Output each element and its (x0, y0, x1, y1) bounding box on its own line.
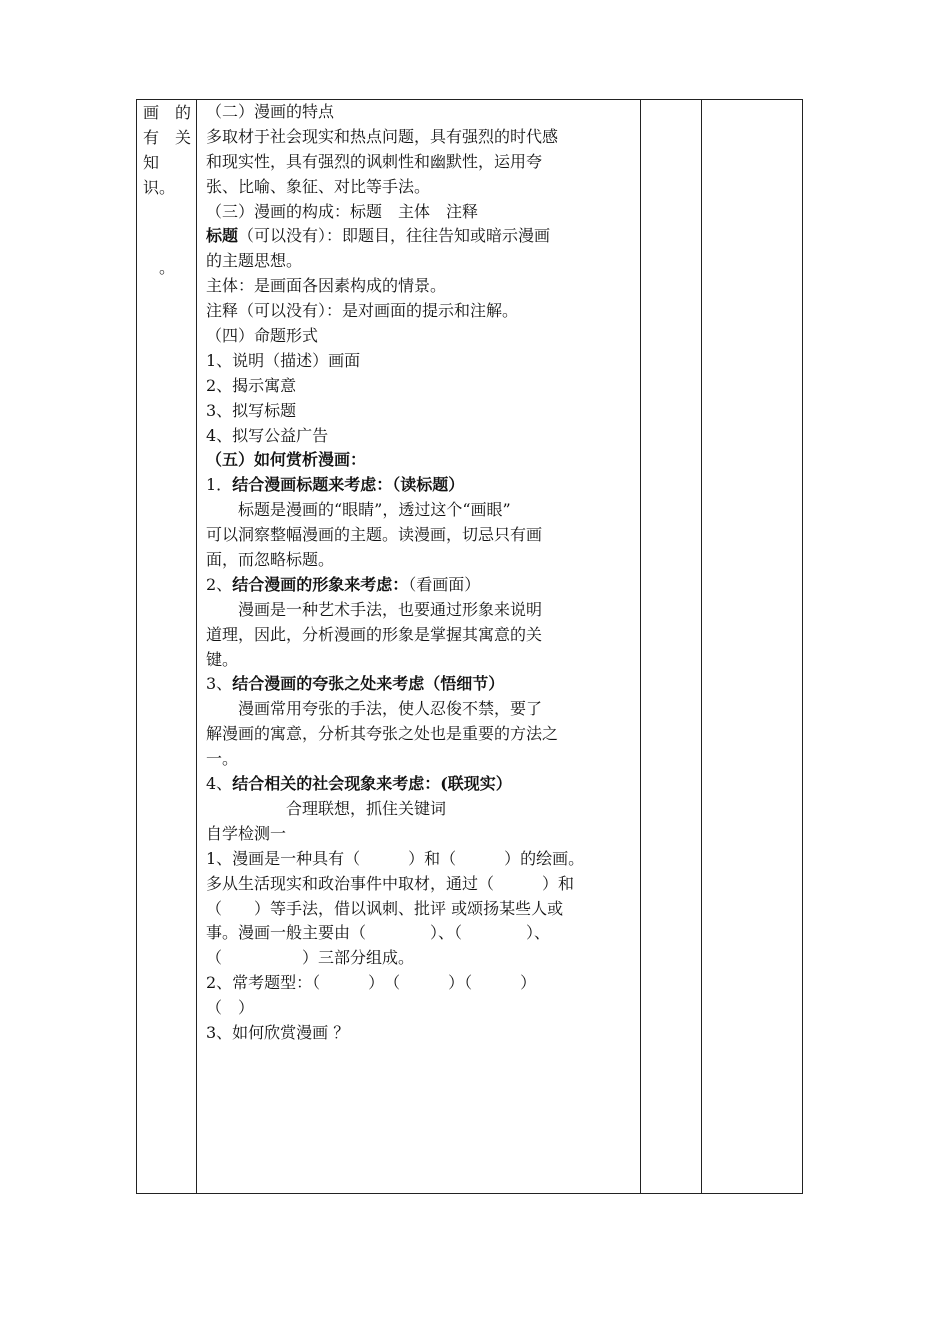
text-line: 标题是漫画的“眼睛”，透过这个“画眼” (238, 500, 511, 520)
quiz-title: 自学检测一 (206, 823, 287, 843)
note-definition: 注释（可以没有）：是对画面的提示和注解。 (206, 301, 519, 321)
text-line: 面，而忽略标题。 (206, 550, 335, 570)
method-title: 结合漫画的夸张之处来考虑（悟细节） (232, 674, 505, 694)
list-item: 3、拟写标题 (206, 400, 297, 420)
method-2-heading (206, 573, 634, 598)
title-desc: （可以没有）：即题目，往往告知或暗示漫画 (238, 226, 551, 246)
text-line: 漫画是一种艺术手法，也要通过形象来说明 (238, 599, 543, 619)
method-number: 1． (206, 475, 233, 495)
left-line: 识。 (143, 178, 176, 197)
title-label: 标题 (206, 226, 239, 246)
method-number: 4、 (206, 774, 233, 794)
section-3-title: （三）漫画的构成：标题 主体 注释 (206, 201, 479, 221)
text-line: 漫画常用夸张的手法，使人忍俊不禁，要了 (238, 699, 543, 719)
method-3-heading (206, 672, 634, 697)
quiz-line: （ ） (206, 998, 255, 1018)
text-line: 道理，因此，分析漫画的形象是掌握其寓意的关 (206, 624, 543, 644)
quiz-line: 3、如何欣赏漫画 ？ (206, 1022, 350, 1042)
text-line: 解漫画的寓意，分析其夸张之处也是重要的方法之 (206, 724, 559, 744)
subject-definition: 主体：是画面各因素构成的情景。 (206, 276, 447, 296)
quiz-line: 多从生活现实和政治事件中取材，通过（ ）和 (206, 873, 575, 893)
left-column (137, 100, 196, 277)
method-title: 结合漫画标题来考虑：（读标题） (232, 475, 465, 495)
left-line: 有关 (143, 128, 191, 147)
quiz-line: （ ）三部分组成。 (206, 948, 415, 968)
text-line: 和现实性，具有强烈的讽刺性和幽默性，运用夸 (206, 151, 543, 171)
text-line: 合理联想，抓住关键词 (286, 798, 447, 818)
left-mark: 。 (159, 258, 176, 277)
quiz-line: 1、漫画是一种具有（ ）和（ ）的绘画。 (206, 848, 585, 868)
method-tag: （看画面） (408, 574, 481, 594)
method-1-heading (206, 473, 634, 498)
method-4-heading (206, 772, 634, 797)
list-item: 2、揭示寓意 (206, 375, 297, 395)
quiz-line: 事。漫画一般主要由（ ）、（ ）、 (206, 923, 551, 943)
main-content (206, 100, 634, 1046)
text-line: 张、比喻、象征、对比等手法。 (206, 176, 431, 196)
title-definition (206, 224, 634, 249)
method-title: 结合相关的社会现象来考虑：(联现实） (232, 774, 512, 794)
method-number: 3、 (206, 674, 233, 694)
column-divider (701, 100, 702, 1193)
section-2-title: （二）漫画的特点 (206, 102, 335, 121)
quiz-line: （ ）等手法，借以讽刺、批评 或颂扬某些人或 (206, 898, 564, 918)
quiz-line: 2、常考题型：（ ） （ ）（ ） (206, 973, 537, 993)
section-5-title: （五）如何赏析漫画： (206, 450, 367, 470)
section-4-title: （四）命题形式 (206, 326, 319, 346)
list-item: 1、说明（描述）画面 (206, 350, 361, 370)
text-line: 多取材于社会现实和热点问题，具有强烈的时代感 (206, 126, 559, 146)
column-divider (196, 100, 197, 1193)
list-item: 4、拟写公益广告 (206, 425, 329, 445)
text-line: 可以洞察整幅漫画的主题。读漫画，切忌只有画 (206, 525, 543, 545)
method-title: 结合漫画的形象来考虑： (232, 574, 409, 594)
left-line: 画的 (143, 103, 191, 122)
lesson-table (136, 99, 803, 1194)
column-divider (640, 100, 641, 1193)
left-line: 知 (143, 153, 160, 172)
text-line: 的主题思想。 (206, 251, 303, 271)
text-line: 一。 (206, 749, 239, 769)
text-line: 键。 (206, 649, 239, 669)
method-number: 2、 (206, 574, 233, 594)
